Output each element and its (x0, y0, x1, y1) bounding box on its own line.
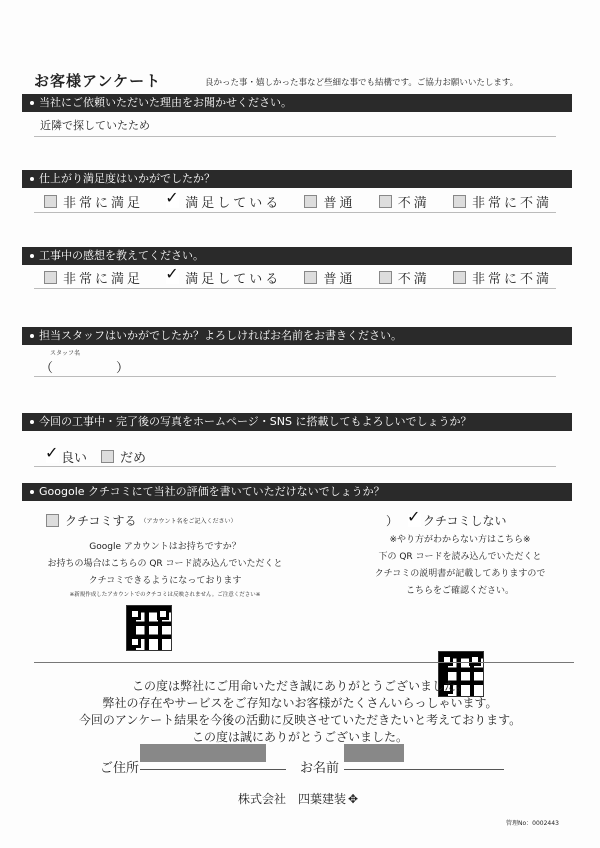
bullet-icon (30, 334, 34, 338)
staff-close-paren: ） (116, 361, 130, 376)
new-account-warning: ※新規作成したアカウントでのクチコミは反映されません。ご注意ください※ (69, 592, 261, 598)
checkbox[interactable] (379, 195, 392, 208)
survey-title: お客様アンケート (34, 72, 162, 90)
question-2-options (44, 188, 552, 211)
clover-logo-icon: ✥ (348, 791, 359, 806)
answer-line (34, 466, 556, 467)
survey-subtitle: 良かった事・嬉しかった事など些細な事でも結構です。ご協力お願いいたします。 (205, 78, 519, 88)
q3-option[interactable]: 非常に満足 (44, 268, 143, 287)
question-3-options (44, 264, 552, 287)
check-mark-icon: ✓ (45, 443, 59, 462)
review-no-option-selected[interactable]: ✓ クチコミしない (407, 507, 507, 528)
q3-option-selected[interactable]: ✓ 満足している (165, 264, 282, 287)
checkbox-checked[interactable] (45, 443, 59, 463)
closing-message: この度は弊社にご用命いただき誠にありがとうございました。 弊社の存在やサービスをご存知ないお客様がたくさんいらっしゃいます。 今回のアンケート結果を今後の活動に反映させていただきたいと考えております。 この度は誠にありがとうございました。 (78, 679, 522, 744)
name-label: お名前 (300, 761, 340, 776)
question-6-bar (22, 483, 572, 501)
question-1-answer[interactable]: 近隣で探していたため (40, 119, 150, 132)
question-5-options (45, 443, 147, 466)
account-name-note: （アカウント名をご記入ください） (140, 518, 237, 525)
staff-open-paren: （ (40, 361, 54, 376)
section-divider (34, 662, 574, 663)
staff-name-label: スタッフ名 (50, 350, 81, 357)
checkbox-checked[interactable] (165, 264, 179, 284)
q3-option[interactable]: 不満 (379, 268, 430, 287)
checkbox[interactable] (453, 271, 466, 284)
question-4-bar (22, 327, 572, 345)
question-4-text: 担当スタッフはいかがでしたか？よろしければお名前をお書きください。 (39, 329, 402, 342)
checkbox-checked[interactable] (407, 507, 421, 527)
bullet-icon (30, 420, 34, 424)
answer-line (34, 212, 556, 213)
google-account-info: Google アカウントはお持ちですか？ お持ちの場合はこちらの QR コード読み込んでいただくと クチコミできるようになっております ※新規作成したアカウントでのクチコミは反映されません。ご注意ください※ (40, 539, 290, 600)
q3-option[interactable]: 非常に不満 (453, 268, 552, 287)
question-1-text: 当社にご依頼いただいた理由をお聞かせください。 (39, 96, 292, 109)
question-5-text: 今回の工事中・完了後の写真をホームページ・SNS に搭載してもよろしいでしょうか？ (39, 415, 472, 428)
redacted-address (140, 744, 266, 762)
q3-option[interactable]: 普通 (304, 268, 355, 287)
check-mark-icon: ✓ (165, 188, 179, 207)
instructions-info: ※やり方がわからない方はこちら※ 下の QR コードを読み込んでいただくと クチコミの説明書が記載してありますので こちらをご確認ください。 (374, 535, 546, 596)
checkbox[interactable] (44, 195, 57, 208)
answer-line (34, 288, 556, 289)
q2-option[interactable]: 普通 (304, 192, 355, 211)
name-field[interactable] (344, 769, 504, 770)
address-label: ご住所 (100, 761, 140, 776)
address-field[interactable] (140, 769, 286, 770)
bullet-icon (30, 177, 34, 181)
staff-name-field[interactable] (34, 376, 556, 377)
question-2-bar (22, 170, 572, 188)
review-qr-code-icon[interactable] (126, 605, 172, 651)
review-yes-option[interactable]: クチコミする （アカウント名をご記入ください） (46, 512, 236, 529)
checkbox[interactable] (101, 450, 114, 463)
checkbox[interactable] (304, 271, 317, 284)
q2-option[interactable]: 非常に満足 (44, 192, 143, 211)
bullet-icon (30, 254, 34, 258)
checkbox[interactable] (46, 514, 59, 527)
q2-option[interactable]: 非常に不満 (453, 192, 552, 211)
checkbox[interactable] (453, 195, 466, 208)
account-close-paren: ） (386, 514, 399, 528)
checkbox[interactable] (379, 271, 392, 284)
management-number: 管理No：0002443 (506, 820, 559, 827)
question-3-bar (22, 247, 572, 265)
question-1-bar (22, 94, 572, 112)
redacted-name (344, 744, 404, 762)
check-mark-icon: ✓ (165, 264, 179, 283)
question-2-text: 仕上がり満足度はいかがでしたか？ (39, 172, 215, 185)
checkbox[interactable] (44, 271, 57, 284)
q5-option-selected[interactable]: ✓ 良い (45, 443, 88, 466)
bullet-icon (30, 490, 34, 494)
question-6-text: Googole クチコミにて当社の評価を書いていただけないでしょうか？ (39, 485, 385, 498)
company-name: 株式会社 四葉建装 ✥ (238, 791, 359, 806)
question-5-bar (22, 413, 572, 431)
checkbox-checked[interactable] (165, 188, 179, 208)
q2-option[interactable]: 不満 (379, 192, 430, 211)
q2-option-selected[interactable]: ✓ 満足している (165, 188, 282, 211)
bullet-icon (30, 101, 34, 105)
q5-option[interactable]: だめ (101, 447, 146, 466)
question-3-text: 工事中の感想を教えてください。 (39, 249, 204, 262)
check-mark-icon: ✓ (407, 507, 421, 526)
checkbox[interactable] (304, 195, 317, 208)
answer-line (34, 136, 556, 137)
